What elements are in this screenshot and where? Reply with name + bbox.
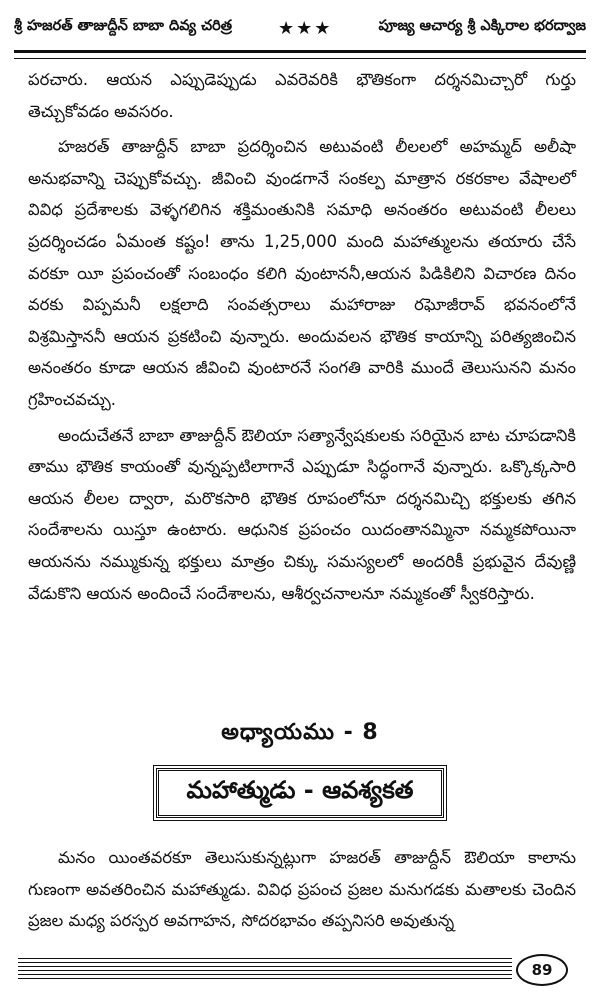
- body-text: [28, 64, 576, 613]
- paragraph: మనం యింతవరకూ తెలుసుకున్నట్లుగా హజరత్ తాజుద్దీన్ ఔలియా కాలాను గుణంగా అవతరించిన మహాత్ముడు. వివిధ ప్రపంచ ప్రజల మనుగడకు మతాలకు చెందిన ప్రజల మధ్య పరస్పర అవగాహన, సోదరభావం తప్పనిసరి అవుతున్న: [28, 848, 576, 931]
- chapter-body-text: [28, 842, 576, 937]
- chapter-title-text: మహాత్ముడు - ఆవశ్యకత: [186, 776, 414, 804]
- page-number: [516, 954, 568, 986]
- page-number-text: 89: [531, 961, 553, 979]
- paragraph-continued: పరచారు. ఆయన ఎప్పుడెప్పుడు ఎవరెవరికి భౌతికంగా దర్శనమిచ్చారో గుర్తు తెచ్చుకోవడం అవసరం.: [28, 70, 576, 121]
- book-title: శ్రీ హజరత్ తాజుద్దీన్ బాబా దివ్య చరిత్ర: [14, 18, 232, 34]
- footer-decorative-rules: [18, 958, 512, 982]
- paragraph: హజరత్ తాజుద్దీన్ బాబా ప్రదర్శించిన అటువంటి లీలలలో అహమ్మద్ అలీషా అనుభవాన్ని చెప్పుకోవచ్చు. జీవించి వుండగానే సంకల్ప మాత్రాన రకరకాల వేషాలలో వివిధ ప్రదేశాలకు వెళ్ళగలిగిన శక్తిమంతునికి సమాధి అనంతరం అటువంటి లీలలు ప్రదర్శించడం ఏమంత కష్టం! తాను 1,25,000 మంది మహాత్ములను తయారు చేసే వరకూ యీ ప్రపంచంతో సంబంధం కలిగి వుంటాననీ,ఆయన పిడికిలిని విచారణ దినం వరకు విప్పమనీ లక్షలాది సంవత్సరాలు మహారాజు రఘోజీరావ్ భవనంలోనే విశ్రమిస్తాననీ ఆయన ప్రకటించి వున్నారు. అందువలన భౌతిక కాయాన్ని పరిత్యజించిన అనంతరం కూడా ఆయన జీవించి వుంటారనే సంగతి వారికి ముందే తెలుసునని మనం గ్రహించవచ్చు.: [28, 137, 576, 409]
- author-name: పూజ్య ఆచార్య శ్రీ ఎక్కిరాల భరద్వాజ: [378, 18, 586, 34]
- chapter-title: [156, 768, 444, 818]
- paragraph: అందుచేతనే బాబా తాజుద్దీన్ ఔలియా సత్యాన్వేషకులకు సరియైన బాట చూపడానికి తాము భౌతిక కాయంతో వున్నప్పటిలాగానే ఎప్పుడూ సిద్ధంగానే వున్నారు. ఒక్కొక్కసారి ఆయన లీలల ద్వారా, మరొకసారి భౌతిక రూపంలోనూ దర్శనమిచ్చి భక్తులకు తగిన సందేశాలను యిస్తూ ఉంటారు. ఆధునిక ప్రపంచం యిదంతానమ్మినా నమ్మకపోయినా ఆయనను నమ్ముకున్న భక్తులు మాత్రం చిక్కు సమస్యలలో అందరికీ ప్రభువైన దేవుణ్ణి వేడుకొని ఆయన అందించే సందేశాలను, ఆశీర్వచనాలనూ నమ్మకంతో స్వీకరిస్తారు.: [28, 425, 576, 603]
- running-header: [14, 8, 586, 48]
- header-rule: [14, 50, 586, 59]
- header-star-separator: ★★★: [278, 17, 333, 39]
- chapter-number: అధ్యాయము - 8: [221, 720, 379, 745]
